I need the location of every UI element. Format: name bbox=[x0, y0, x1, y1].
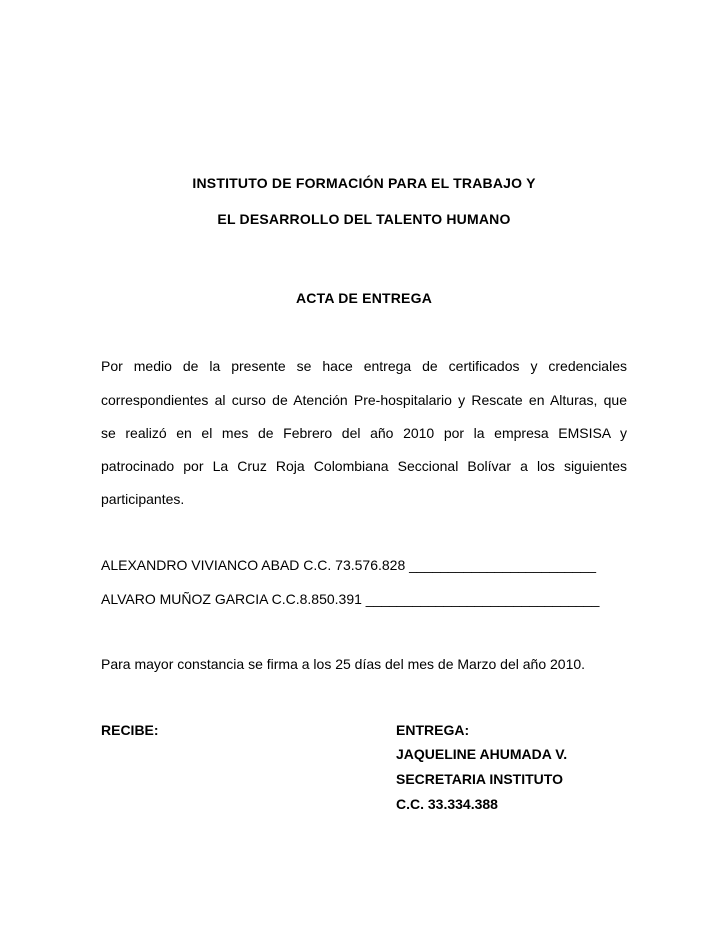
participant-entry-1: ALEXANDRO VIVIANCO ABAD C.C. 73.576.828 ________________________ bbox=[101, 557, 596, 573]
paragraph-line-5: participantes. bbox=[101, 491, 185, 507]
recibe-label: RECIBE: bbox=[101, 722, 159, 738]
closing-statement: Para mayor constancia se firma a los 25 días del mes de Marzo del año 2010. bbox=[101, 656, 586, 672]
entrega-label: ENTREGA: bbox=[396, 722, 470, 738]
document-title: ACTA DE ENTREGA bbox=[296, 290, 432, 306]
paragraph-line-3: se realizó en el mes de Febrero del año 2010 por la empresa EMSISA y bbox=[101, 425, 627, 441]
institute-name-line-2: EL DESARROLLO DEL TALENTO HUMANO bbox=[217, 211, 511, 227]
entrega-signer-name: JAQUELINE AHUMADA V. bbox=[396, 746, 568, 762]
participant-entry-2: ALVARO MUÑOZ GARCIA C.C.8.850.391 ______________________________ bbox=[101, 591, 600, 607]
institute-name-line-1: INSTITUTO DE FORMACIÓN PARA EL TRABAJO Y bbox=[192, 175, 536, 191]
entrega-signer-role: SECRETARIA INSTITUTO bbox=[396, 771, 563, 787]
paragraph-line-4: patrocinado por La Cruz Roja Colombiana Seccional Bolívar a los siguientes bbox=[101, 458, 627, 474]
paragraph-line-2: correspondientes al curso de Atención Pre-hospitalario y Rescate en Alturas, que bbox=[101, 392, 627, 408]
paragraph-line-1: Por medio de la presente se hace entrega de certificados y credenciales bbox=[101, 358, 627, 374]
entrega-signer-id: C.C. 33.334.388 bbox=[396, 796, 498, 812]
